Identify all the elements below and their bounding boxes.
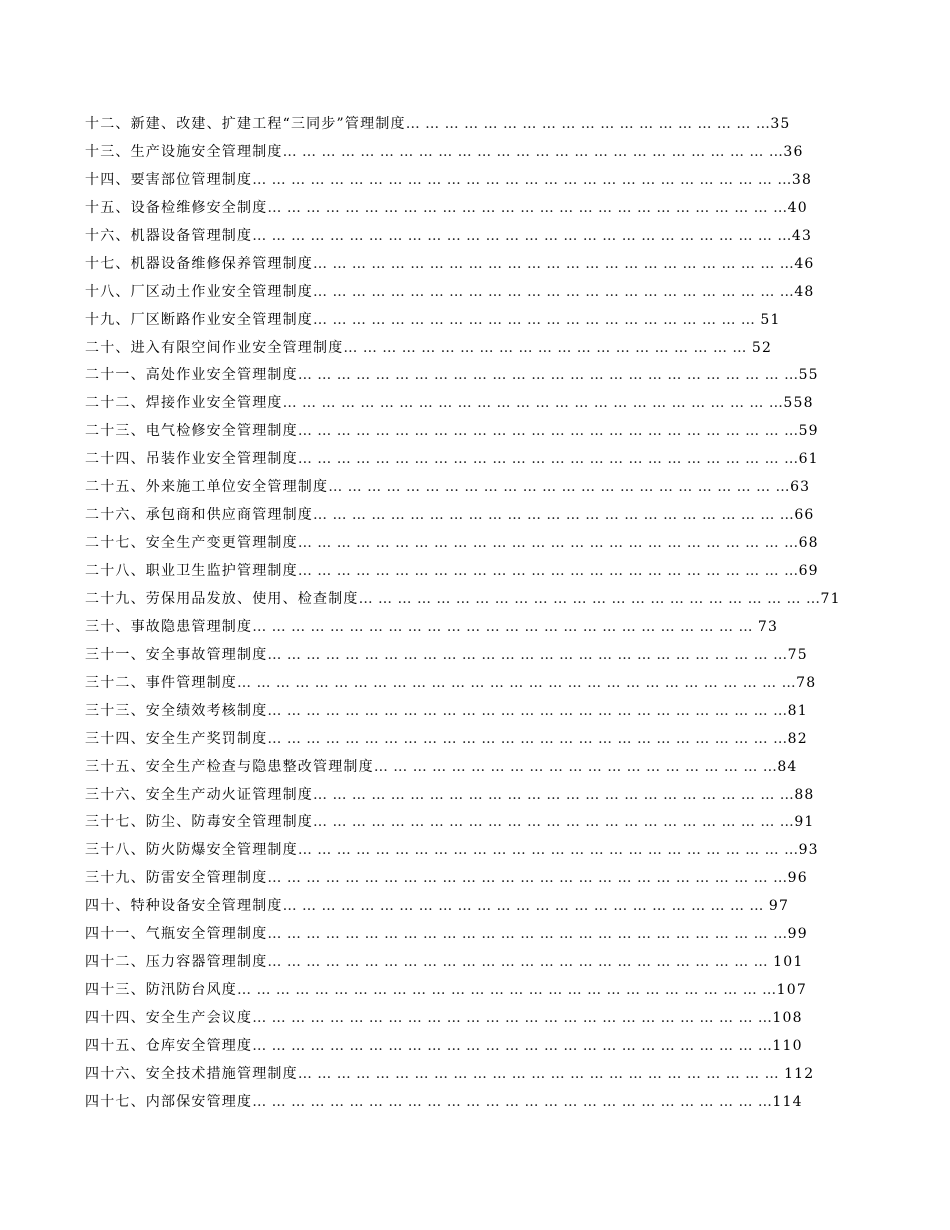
toc-leader-dots: … … … … … … … … … … … … … … … … … … … … … … … … … … …: [267, 199, 788, 216]
toc-entry: [85, 921, 841, 949]
toc-leader-dots: … … … … … … … … … … … … … … … … … … … … … … … … … … …: [267, 870, 788, 887]
toc-leader-dots: … … … … … … … … … … … … … … … … … … … … … … … … … … …: [252, 1037, 773, 1054]
toc-entry: [85, 279, 841, 307]
toc-entry-title: 四十二、压力容器管理制度: [85, 954, 268, 971]
toc-page-number: 88: [794, 786, 815, 803]
toc-entry-title: 十三、生产设施安全管理制度: [85, 143, 283, 160]
toc-leader-dots: … … … … … … … … … … … … … … … … … … … … … … … … …: [282, 898, 769, 915]
toc-leader-dots: … … … … … … … … … … … … … … … … … … … … … … …: [313, 311, 761, 328]
toc-entry-title: 十八、厂区动土作业安全管理制度: [85, 283, 313, 300]
toc-entry-title: 三十四、安全生产奖罚制度: [85, 730, 268, 747]
toc-entry-title: 十二、新建、改建、扩建工程“三同步”管理制度: [85, 116, 406, 132]
toc-page-number: 51: [760, 311, 781, 328]
toc-page-number: 91: [794, 814, 815, 831]
toc-page-number: 43: [791, 227, 813, 244]
toc-leader-dots: … … … … … … … … … … … … … … … … … … … … … … … … … … … … …: [237, 674, 797, 691]
toc-leader-dots: … … … … … … … … … … … … … … … … … … … … … … … … … … …: [267, 646, 788, 663]
toc-entry-title: 二十二、焊接作业安全管理度: [85, 395, 283, 412]
toc-leader-dots: … … … … … … … … … … … … … … … … … … … … … … … … … … … …: [252, 227, 792, 244]
toc-entry: [85, 670, 841, 698]
toc-entry: [85, 977, 841, 1005]
toc-entry-title: 四十一、气瓶安全管理制度: [85, 926, 268, 943]
toc-entry: [85, 754, 841, 782]
toc-page-number: 101: [773, 954, 804, 971]
toc-entry-title: 十五、设备检维修安全制度: [85, 199, 268, 216]
toc-page-number: 97: [768, 898, 790, 915]
toc-entry: [85, 139, 841, 167]
toc-page-number: 61: [798, 451, 819, 468]
toc-page-number: 112: [784, 1065, 815, 1082]
toc-entry-title: 二十、进入有限空间作业安全管理制度: [85, 339, 344, 356]
toc-entry-title: 三十、事故隐患管理制度: [85, 618, 253, 635]
toc-leader-dots: … … … … … … … … … … … … … … … … … … … … … … … … … … …: [267, 730, 788, 747]
toc-leader-dots: … … … … … … … … … … … … … … … … … … … … … … … … …: [313, 283, 795, 300]
toc-entry-title: 三十六、安全生产动火证管理制度: [85, 786, 313, 803]
toc-entry: [85, 530, 841, 558]
toc-entry-title: 四十五、仓库安全管理度: [85, 1037, 253, 1054]
toc-entry: [85, 1061, 841, 1089]
toc-leader-dots: … … … … … … … … … … … … … … … … … … … … … … … … … …: [297, 367, 799, 384]
toc-entry-title: 二十九、劳保用品发放、使用、检查制度: [85, 590, 359, 607]
toc-entry-title: 三十二、事件管理制度: [85, 674, 237, 691]
toc-page-number: 55: [798, 367, 819, 384]
toc-leader-dots: … … … … … … … … … … … … … … … … … … … … … … … … …: [297, 1065, 785, 1082]
toc-entry-title: 二十四、吊装作业安全管理制度: [85, 451, 298, 468]
toc-entry: [85, 195, 841, 223]
toc-entry: [85, 1033, 841, 1061]
toc-entry-title: 十七、机器设备维修保养管理制度: [85, 255, 313, 272]
toc-leader-dots: … … … … … … … … … … … … … … … … … … … … … … … … … …: [282, 143, 784, 160]
toc-leader-dots: … … … … … … … … … … … … … … … … … … … … …: [373, 758, 778, 775]
toc-entry: [85, 446, 841, 474]
toc-leader-dots: … … … … … … … … … … … … … … … … … … … … … … … … … … …: [267, 702, 788, 719]
toc-entry: [85, 502, 841, 530]
toc-leader-dots: … … … … … … … … … … … … … … … … … … … … … … … … … …: [282, 395, 784, 412]
toc-page-number: 66: [794, 507, 815, 524]
toc-page-number: 81: [787, 702, 808, 719]
toc-entry: [85, 586, 841, 614]
toc-entry: [85, 642, 841, 670]
toc-page-number: 84: [777, 758, 798, 775]
toc-page-number: 110: [772, 1037, 803, 1054]
toc-leader-dots: … … … … … … … … … … … … … … … … … … … … … … … … … … …: [252, 1093, 773, 1110]
toc-leader-dots: … … … … … … … … … … … … … … … … … … … … … … … … … …: [252, 618, 758, 635]
toc-leader-dots: … … … … … … … … … … … … … … … … … … … … … … … … … …: [297, 423, 799, 440]
toc-entry: [85, 167, 841, 195]
toc-page-number: 99: [787, 926, 808, 943]
toc-page-number: 69: [798, 563, 819, 579]
toc-entry: [85, 335, 841, 363]
toc-entry: [85, 782, 841, 810]
toc-entry-title: 三十五、安全生产检查与隐患整改管理制度: [85, 758, 374, 775]
toc-leader-dots: … … … … … … … … … … … … … … … … … … … … … … … … … …: [297, 842, 799, 859]
table-of-contents: [85, 111, 841, 1117]
toc-entry: [85, 362, 841, 390]
toc-page-number: 71: [820, 590, 841, 607]
toc-leader-dots: … … … … … … … … … … … … … … … … … … … … … … … … …: [313, 814, 795, 831]
toc-entry-title: 四十、特种设备安全管理制度: [85, 898, 283, 915]
toc-leader-dots: … … … … … … … … … … … … … … … … … … … … … … … … … … … …: [237, 982, 777, 999]
toc-page-number: 68: [798, 535, 819, 552]
toc-page-number: 52: [751, 339, 773, 356]
toc-entry-title: 四十六、安全技术措施管理制度: [85, 1065, 298, 1082]
toc-entry-title: 三十八、防火防爆安全管理制度: [85, 842, 298, 859]
toc-entry: [85, 558, 841, 586]
toc-page-number: 35: [770, 116, 791, 132]
toc-leader-dots: … … … … … … … … … … … … … … … … … … … … … … … … … … …: [252, 1010, 773, 1026]
toc-leader-dots: … … … … … … … … … … … … … … … … … … … … … … … … … … …: [267, 926, 788, 943]
toc-page-number: 38: [791, 171, 813, 188]
toc-leader-dots: … … … … … … … … … … … … … … … … … … … … … … … … … …: [297, 535, 799, 552]
toc-page-number: 107: [776, 982, 807, 999]
toc-entry-title: 四十七、内部保安管理度: [85, 1093, 253, 1110]
toc-entry-title: 四十三、防汛防台风度: [85, 982, 237, 999]
toc-page-number: 114: [772, 1093, 803, 1110]
toc-entry: [85, 698, 841, 726]
toc-page-number: 75: [787, 646, 808, 663]
toc-leader-dots: … … … … … … … … … … … … … … … … … … … … … … … …: [358, 590, 821, 607]
toc-page-number: 96: [787, 870, 808, 887]
toc-entry: [85, 390, 841, 418]
toc-page-number: 82: [787, 730, 808, 747]
toc-entry: [85, 474, 841, 502]
toc-entry-title: 四十四、安全生产会议度: [85, 1010, 253, 1026]
toc-entry: [85, 726, 841, 754]
toc-entry-title: 二十五、外来施工单位安全管理制度: [85, 479, 329, 496]
toc-entry: [85, 809, 841, 837]
toc-entry-title: 三十三、安全绩效考核制度: [85, 702, 268, 719]
toc-entry: [85, 111, 841, 139]
toc-entry: [85, 614, 841, 642]
toc-entry: [85, 1005, 841, 1033]
toc-entry: [85, 837, 841, 865]
toc-entry-title: 十六、机器设备管理制度: [85, 227, 253, 244]
toc-entry: [85, 251, 841, 279]
toc-page-number: 73: [757, 618, 779, 635]
toc-leader-dots: … … … … … … … … … … … … … … … … … … … … …: [343, 339, 752, 356]
toc-entry-title: 二十三、电气检修安全管理制度: [85, 423, 298, 440]
toc-entry: [85, 949, 841, 977]
toc-entry: [85, 223, 841, 251]
toc-page-number: 558: [783, 395, 814, 412]
toc-entry: [85, 1089, 841, 1117]
toc-page-number: 59: [798, 423, 819, 440]
toc-page-number: 93: [798, 842, 819, 859]
toc-leader-dots: … … … … … … … … … … … … … … … … … … … … … … … … … … … …: [252, 171, 792, 188]
toc-page-number: 36: [783, 143, 804, 160]
toc-entry-title: 二十一、高处作业安全管理制度: [85, 367, 298, 384]
toc-page-number: 108: [772, 1010, 803, 1026]
toc-leader-dots: … … … … … … … … … … … … … … … … … … … … … … … … …: [313, 255, 795, 272]
toc-page-number: 46: [794, 255, 815, 272]
toc-leader-dots: … … … … … … … … … … … … … … … … … … …: [405, 116, 771, 132]
toc-page-number: 48: [794, 283, 815, 300]
toc-entry-title: 二十六、承包商和供应商管理制度: [85, 507, 313, 524]
toc-leader-dots: … … … … … … … … … … … … … … … … … … … … … … … … …: [313, 786, 795, 803]
toc-entry-title: 二十八、职业卫生监护管理制度: [85, 563, 298, 579]
toc-entry: [85, 307, 841, 335]
toc-leader-dots: … … … … … … … … … … … … … … … … … … … … … … … …: [328, 479, 791, 496]
toc-entry-title: 十四、要害部位管理制度: [85, 171, 253, 188]
toc-entry-title: 三十一、安全事故管理制度: [85, 646, 268, 663]
toc-entry-title: 三十九、防雷安全管理制度: [85, 870, 268, 887]
toc-leader-dots: … … … … … … … … … … … … … … … … … … … … … … … … … …: [267, 954, 774, 971]
toc-entry: [85, 893, 841, 921]
toc-entry-title: 十九、厂区断路作业安全管理制度: [85, 311, 313, 328]
toc-entry: [85, 865, 841, 893]
toc-entry-title: 二十七、安全生产变更管理制度: [85, 535, 298, 552]
toc-page-number: 63: [790, 479, 811, 496]
toc-leader-dots: … … … … … … … … … … … … … … … … … … … … … … … … …: [313, 507, 795, 524]
toc-page-number: 78: [796, 674, 817, 691]
toc-leader-dots: … … … … … … … … … … … … … … … … … … … … … … … … … …: [297, 451, 799, 468]
toc-leader-dots: … … … … … … … … … … … … … … … … … … … … … … … … … …: [297, 563, 799, 579]
toc-entry-title: 三十七、防尘、防毒安全管理制度: [85, 814, 313, 831]
toc-entry: [85, 418, 841, 446]
toc-page-number: 40: [787, 199, 808, 216]
